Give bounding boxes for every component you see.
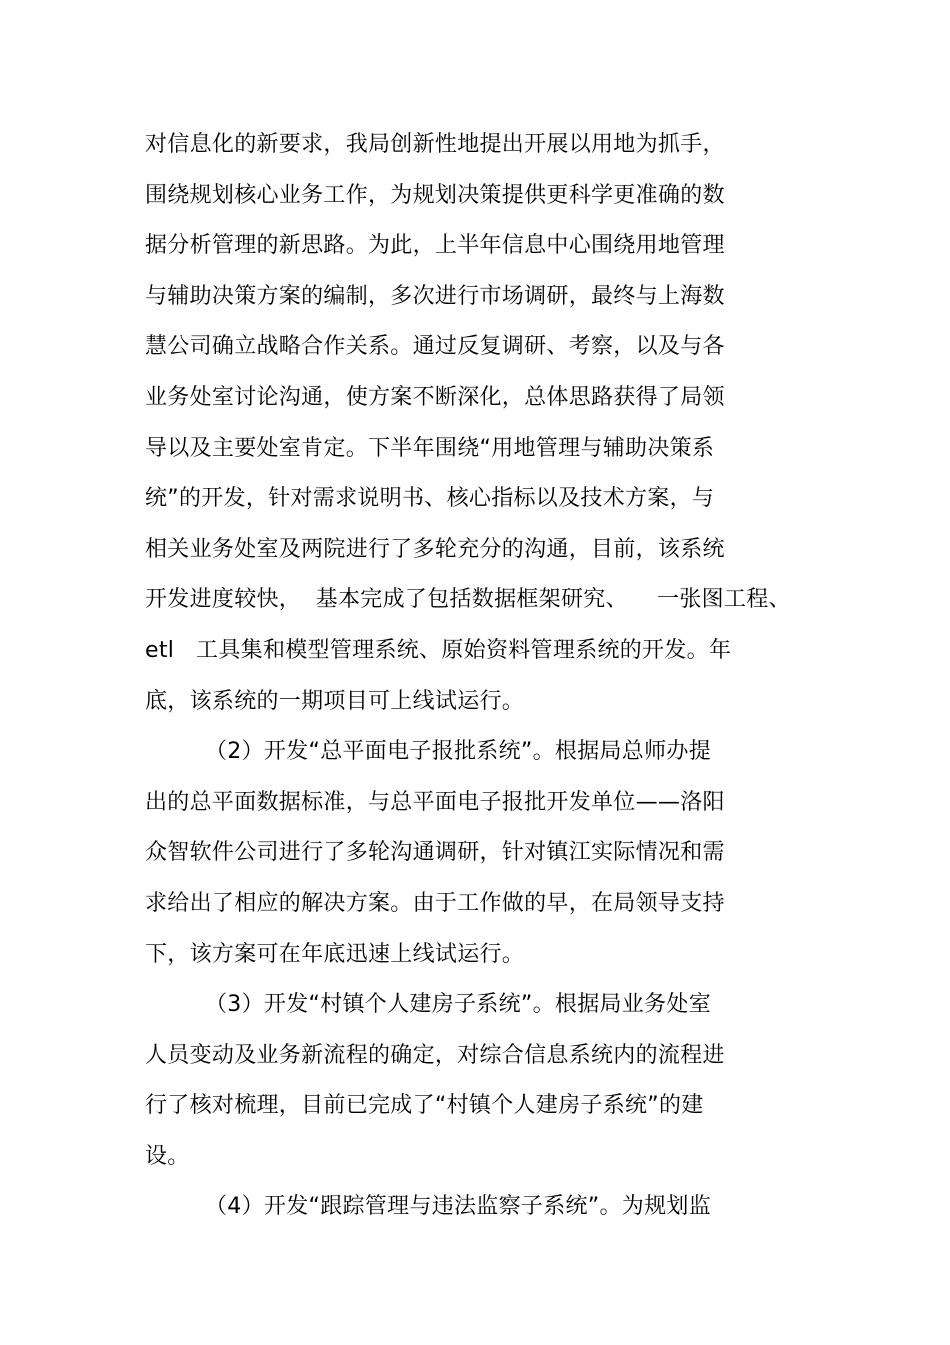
- text-line: 对信息化的新要求，我局创新性地提出开展以用地为抓手，: [145, 132, 725, 157]
- text-line: 众智软件公司进行了多轮沟通调研，针对镇江实际情况和需: [145, 840, 725, 866]
- body-text: [145, 120, 925, 1233]
- text-line: 统”的开发，针对需求说明书、核心指标以及技术方案，与: [145, 486, 715, 512]
- text-line: 业务处室讨论沟通，使方案不断深化，总体思路获得了局领: [145, 384, 725, 410]
- text-line: 相关业务处室及两院进行了多轮充分的沟通，目前，该系统: [145, 536, 725, 562]
- text-line: etl 工具集和模型管理系统、原始资料管理系统的开发。年: [145, 637, 732, 663]
- paragraph-start-line: （4）开发“跟踪管理与违法监察子系统”。为规划监: [205, 1194, 711, 1220]
- text-line: 出的总平面数据标准，与总平面电子报批开发单位——洛阳: [145, 789, 725, 815]
- text-line: 设。: [145, 1143, 190, 1169]
- text-line: 人员变动及业务新流程的确定，对综合信息系统内的流程进: [145, 1042, 725, 1068]
- text-line: 围绕规划核心业务工作，为规划决策提供更科学更准确的数: [145, 182, 725, 208]
- text-line: 与辅助决策方案的编制，多次进行市场调研，最终与上海数: [145, 283, 725, 309]
- text-line: 底，该系统的一期项目可上线试运行。: [145, 688, 525, 714]
- text-line: 导以及主要处室肯定。下半年围绕“用地管理与辅助决策系: [145, 435, 715, 461]
- text-line: 开发进度较快， 基本完成了包括数据框架研究、 一张图工程、: [145, 587, 791, 613]
- paragraph-start-line: （2）开发“总平面电子报批系统”。根据局总师办提: [205, 739, 711, 765]
- text-line: 慧公司确立战略合作关系。通过反复调研、考察，以及与各: [145, 334, 725, 360]
- text-line: 求给出了相应的解决方案。由于工作做的早，在局领导支持: [145, 890, 725, 916]
- text-line: 据分析管理的新思路。为此，上半年信息中心围绕用地管理: [145, 233, 725, 259]
- text-line: 行了核对梳理，目前已完成了“村镇个人建房子系统”的建: [145, 1093, 704, 1119]
- paragraph-start-line: （3）开发“村镇个人建房子系统”。根据局业务处室: [205, 992, 711, 1018]
- text-line: 下，该方案可在年底迅速上线试运行。: [145, 941, 525, 967]
